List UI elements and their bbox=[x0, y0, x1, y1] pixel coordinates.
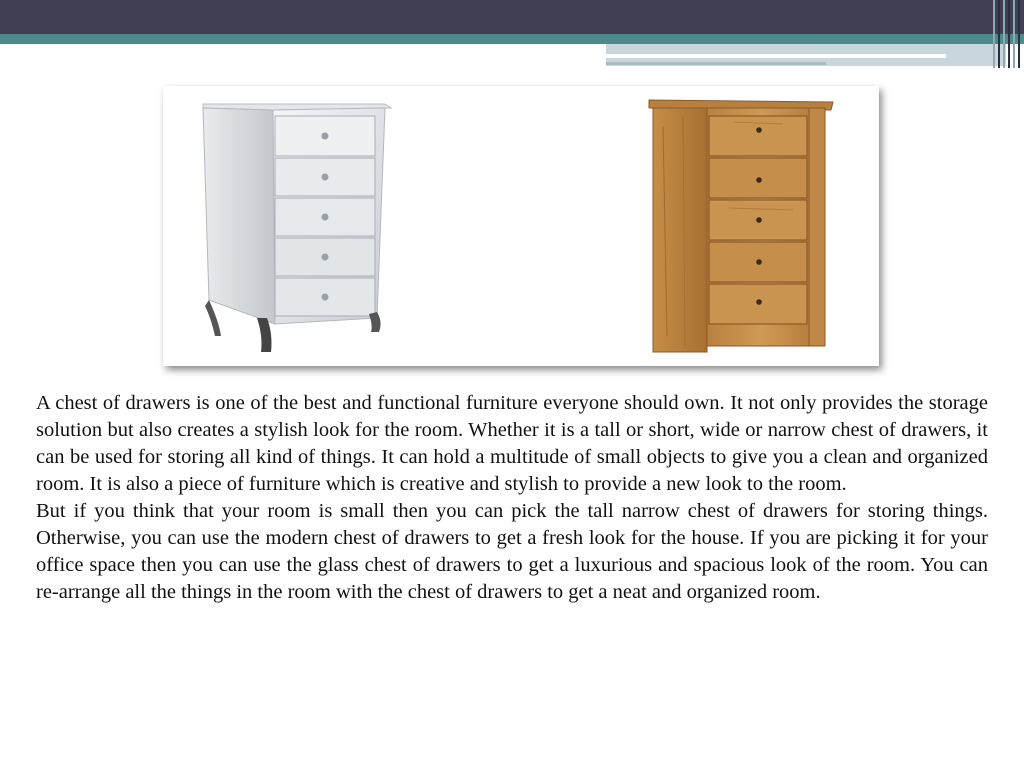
paragraph: A chest of drawers is one of the best and functional furniture everyone should own. It not only provides the storage solution but also creates a stylish look for the room. Whether it is a tall or short, wide or narrow chest of drawers, it can be used for storing all kind of things. It can hold a multitude of small objects to give you a clean and organized room. It is also a piece of furniture which is creative and stylish to provide a new look to the room. bbox=[36, 392, 988, 495]
header-accent-line bbox=[606, 54, 946, 58]
header-stripe bbox=[1003, 0, 1005, 68]
pine-chest bbox=[649, 100, 833, 352]
header-stripe bbox=[993, 0, 995, 68]
body-text bbox=[36, 390, 988, 606]
header-stripe bbox=[1018, 0, 1020, 68]
paragraph: But if you think that your room is small then you can pick the tall narrow chest of drawers for storing things. Otherwise, you can use the modern chest of drawers to get a fresh look for the house. If you are picking it for your office space then you can use the glass chest of drawers to get a luxurious and spacious look of the room. You can re-arrange all the things in the room with the chest of drawers to get a neat and organized room. bbox=[36, 500, 988, 603]
header-teal-band bbox=[0, 34, 1024, 44]
header-accent-line bbox=[606, 62, 826, 65]
header-stripe bbox=[1013, 0, 1015, 68]
header-dark-band bbox=[0, 0, 1024, 34]
header-stripe bbox=[1008, 0, 1010, 68]
header-accent-line bbox=[0, 44, 620, 49]
chest-of-drawers-photo bbox=[163, 86, 879, 366]
header-stripe bbox=[998, 0, 1000, 68]
mirrored-chest bbox=[203, 104, 391, 352]
